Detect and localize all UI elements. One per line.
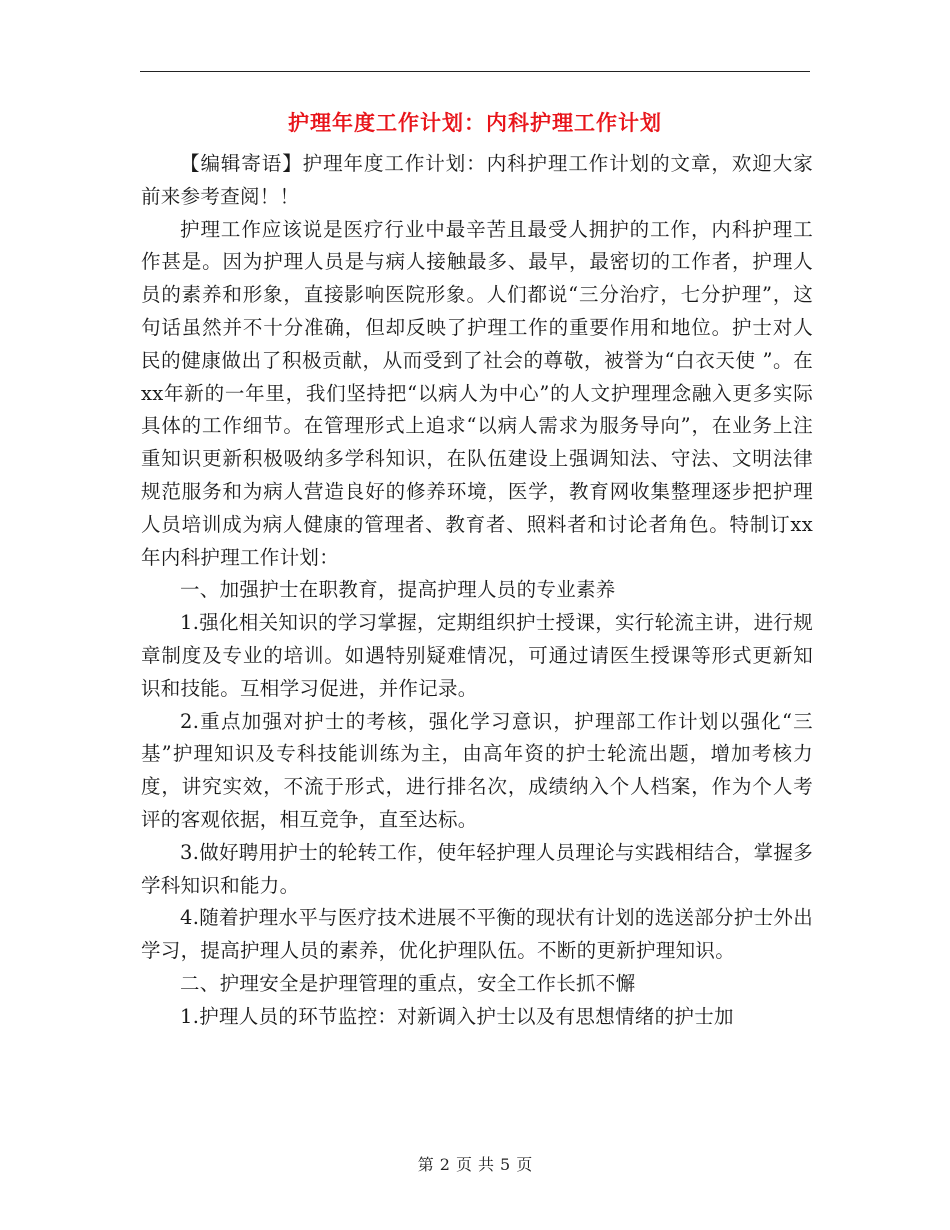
footer-current-page: 2 [439,1155,450,1174]
paragraph-item: 2.重点加强对护士的考核，强化学习意识，护理部工作计划以强化“三基”护理知识及专科技能训练为主，由高年资的护士轮流出题，增加考核力度，讲究实效，不流于形式，进行排名次，成绩纳入个人档案，作为个人考评的客观依据，相互竞争，直至达标。 [141,709,813,831]
paragraph-item: 1.护理人员的环节监控：对新调入护士以及有思想情绪的护士加 [180,1004,734,1028]
header-rule [140,71,810,72]
footer-total-word: 共 [478,1155,495,1174]
page-footer [0,1153,950,1177]
section-heading-1: 一、加强护士在职教育，提高护理人员的专业素养 [180,578,616,602]
paragraph-item: 4.随着护理水平与医疗技术进展不平衡的现状有计划的选送部分护士外出学习，提高护理人员的素养，优化护理队伍。不断的更新护理知识。 [141,906,814,963]
paragraph-item: 1.强化相关知识的学习掌握，定期组织护士授课，实行轮流主讲，进行规章制度及专业的培训。如遇特别疑难情况，可通过请医生授课等形式更新知识和技能。互相学习促进，并作记录。 [141,611,814,700]
footer-page-word: 页 [455,1155,472,1174]
footer-prefix: 第 [417,1155,434,1174]
document-title: 护理年度工作计划：内科护理工作计划 [288,110,662,135]
footer-total-pages: 5 [500,1155,511,1174]
section-heading-2: 二、护理安全是护理管理的重点，安全工作长抓不懈 [180,971,636,995]
document-body [141,148,813,1034]
paragraph-item: 3.做好聘用护士的轮转工作，使年轻护理人员理论与实践相结合，掌握多学科知识和能力。 [141,840,814,897]
paragraph-editor-note: 【编辑寄语】护理年度工作计划：内科护理工作计划的文章，欢迎大家前来参考查阅！！ [141,152,813,208]
paragraph-intro: 护理工作应该说是医疗行业中最辛苦且最受人拥护的工作，内科护理工作甚是。因为护理人员是与病人接触最多、最早，最密切的工作者，护理人员的素养和形象，直接影响医院形象。人们都说“三分治疗，七分护理”，这句话虽然并不十分准确，但却反映了护理工作的重要作用和地位。护士对人民的健康做出了积极贡献，从而受到了社会的尊敬，被誉为“白衣天使 ”。在xx年新的一年里，我们坚持把“以病人为中心”的人文护理理念融入更多实际具体的工作细节。在管理形式上追求“以病人需求为服务导向”，在业务上注重知识更新积极吸纳多学科知识，在队伍建设上强调知法、守法、文明法律规范服务和为病人营造良好的修养环境，医学，教育网收集整理逐步把护理人员培训成为病人健康的管理者、教育者、照料者和讨论者角色。特制订xx年内科护理工作计划： [141,217,813,569]
footer-suffix: 页 [516,1155,533,1174]
